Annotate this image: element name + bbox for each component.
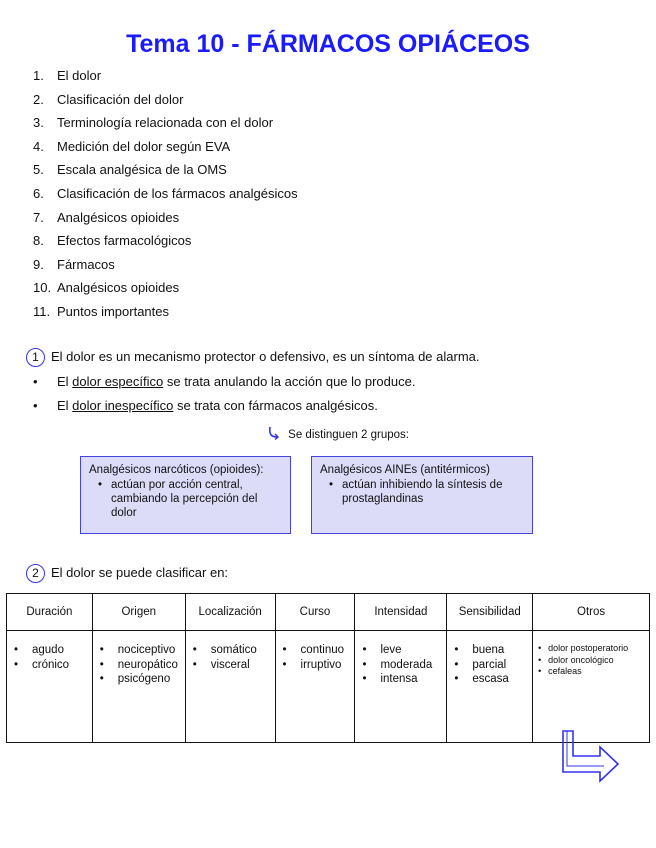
section-2-heading (26, 564, 228, 583)
table-cell-otros (533, 631, 650, 743)
table-cell-duracion (7, 631, 93, 743)
box-analgesicos-narcoticos: Analgésicos narcóticos (opioides): • actúan por acción central, cambiando la percepción del dolor (80, 456, 291, 534)
bullet-dolor-inespecifico: • El dolor inespecífico se trata con fármacos analgésicos. (33, 398, 378, 413)
list-item: • irruptivo (282, 658, 342, 671)
table-cell-origen (92, 631, 185, 743)
column-header: Curso (275, 594, 355, 631)
table-cell-curso (275, 631, 355, 743)
list-item: • nociceptivo (99, 644, 176, 656)
list-item: • somático (192, 644, 257, 656)
table-cell-sensibilidad (447, 631, 533, 743)
section-1-heading (26, 348, 480, 367)
list-item: • buena (454, 644, 505, 656)
column-header: Duración (7, 594, 93, 631)
list-item: • parcial (454, 658, 507, 671)
table-header-row (7, 594, 650, 631)
list-item: • intensa (362, 673, 418, 685)
right-arrow-icon (560, 728, 624, 784)
table-row (7, 631, 650, 743)
list-item: • neuropático (99, 658, 178, 671)
list-item: • dolor postoperatorio (538, 643, 629, 653)
box-description: actúan inhibiendo la síntesis de prostaglandinas (342, 479, 503, 505)
section-2-text: El dolor se puede clasificar en: (51, 564, 229, 580)
list-item: • psicógeno (99, 673, 171, 685)
list-item: • crónico (14, 658, 70, 671)
toc-item: 2. Clasificación del dolor (33, 91, 184, 107)
toc-item: 3. Terminología relacionada con el dolor (33, 115, 274, 131)
section-number-badge: 1 (26, 348, 45, 367)
table-cell-localizacion (185, 631, 275, 743)
toc-item: 4. Medición del dolor según EVA (33, 138, 231, 154)
toc-item: 1. El dolor (33, 68, 102, 83)
box-analgesicos-aines: Analgésicos AINEs (antitérmicos) • actúan inhibiendo la síntesis de prostaglandinas (311, 456, 533, 534)
list-item: • agudo (14, 644, 64, 656)
list-item: • continuo (282, 644, 345, 656)
box-title: Analgésicos narcóticos (opioides): (89, 464, 264, 476)
bullet-dolor-especifico: • El dolor específico se trata anulando la acción que lo produce. (33, 374, 416, 389)
list-item: • leve (362, 644, 402, 656)
list-item: • cefaleas (538, 666, 582, 676)
column-header: Intensidad (355, 594, 447, 631)
toc-item: 5. Escala analgésica de la OMS (33, 162, 227, 178)
list-item: • visceral (192, 658, 250, 671)
page-title: Tema 10 - FÁRMACOS OPIÁCEOS (126, 30, 530, 58)
section-number-badge: 2 (26, 564, 45, 583)
toc-item: 6. Clasificación de los fármacos analgésicos (33, 185, 298, 201)
groups-note: Se distinguen 2 grupos: (268, 425, 409, 442)
section-1-text: El dolor es un mecanismo protector o defensivo, es un síntoma de alarma. (51, 348, 480, 364)
column-header: Origen (92, 594, 185, 631)
toc-item: 8. Efectos farmacológicos (33, 233, 192, 249)
toc-item: 11. Puntos importantes (33, 303, 170, 319)
toc-item: 9. Fármacos (33, 256, 115, 272)
column-header: Sensibilidad (447, 594, 533, 631)
curved-arrow-icon (268, 425, 284, 442)
list-item: • dolor oncológico (538, 654, 614, 665)
box-title: Analgésicos AINEs (antitérmicos) (320, 464, 491, 476)
list-item: • escasa (454, 673, 509, 685)
pain-classification-table (6, 593, 650, 743)
column-header: Otros (533, 594, 650, 631)
box-description: actúan por acción central, cambiando la percepción del dolor (111, 479, 258, 519)
toc-item: 7. Analgésicos opioides (33, 209, 180, 225)
column-header: Localización (185, 594, 275, 631)
table-cell-intensidad (355, 631, 447, 743)
toc-item: 10. Analgésicos opioides (33, 280, 180, 296)
list-item: • moderada (362, 658, 433, 671)
table-of-contents (33, 64, 298, 324)
